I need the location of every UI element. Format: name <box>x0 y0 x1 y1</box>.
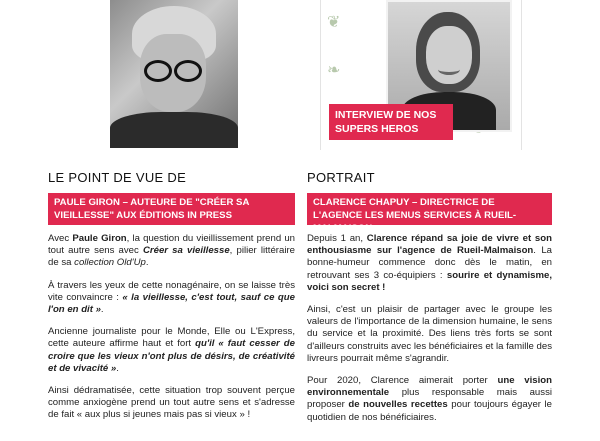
left-section-title: LE POINT DE VUE DE <box>48 170 187 185</box>
right-section-title: PORTRAIT <box>307 170 375 185</box>
paragraph: Ancienne journaliste pour le Monde, Elle ou L'Express, cette auteure affirme haut et fort qu'il « faut cesser de croire que les vieux n'ont plus de désirs, de créativité et de vivacité ». <box>48 326 295 374</box>
leaf-decoration-icon: ❧ <box>327 62 341 79</box>
paragraph: Ainsi, c'est un plaisir de partager avec le groupe les valeurs de l'importance de la dimension humaine, le sens du service et la proximité. Des liens très forts se sont d'ailleurs construits avec les bénéficiaires et la famille des livreurs pourrait même s'agrandir. <box>307 304 552 364</box>
paragraph: À travers les yeux de cette nonagénaire, on se laisse très vite convaincre : « la vieillesse, c'est tout, sauf ce que l'on en dit ». <box>48 279 295 316</box>
left-article-body <box>48 233 295 432</box>
paragraph: Ainsi dédramatisée, cette situation trop souvent perçue comme anxiogène prend un tout autre sens et s'adresse de fait « aux plus si jeunes mais pas si vieux » ! <box>48 385 295 421</box>
interview-badge: INTERVIEW DE NOS SUPERS HEROS <box>329 104 453 140</box>
paragraph: Avec Paule Giron, la question du vieillissement prend un tout autre sens avec Créer sa vieillesse, pilier littéraire de sa collection Old'Up. <box>48 233 295 269</box>
paragraph: Depuis 1 an, Clarence répand sa joie de vivre et son enthousiasme sur l'agence de Rueil-Malmaison. La bonne-humeur commence donc dès le matin, en retrouvant ses 3 co-équipiers : sourire et dynamisme, voici son secret ! <box>307 233 552 293</box>
left-banner: PAULE GIRON – AUTEURE DE "CRÉER SA VIEILLESSE" AUX ÉDITIONS IN PRESS <box>48 193 295 225</box>
right-banner: CLARENCE CHAPUY – DIRECTRICE DE L'AGENCE LES MENUS SERVICES À RUEIL-MALMAISON <box>307 193 552 225</box>
paule-giron-photo <box>110 0 238 148</box>
leaf-decoration-icon: ❦ <box>327 14 341 31</box>
paragraph: Pour 2020, Clarence aimerait porter une vision environnementale plus responsable mais aussi proposer de nouvelles recettes pour toujours égayer le quotidien de nos bénéficiaires. <box>307 375 553 423</box>
right-article-body <box>307 233 552 434</box>
